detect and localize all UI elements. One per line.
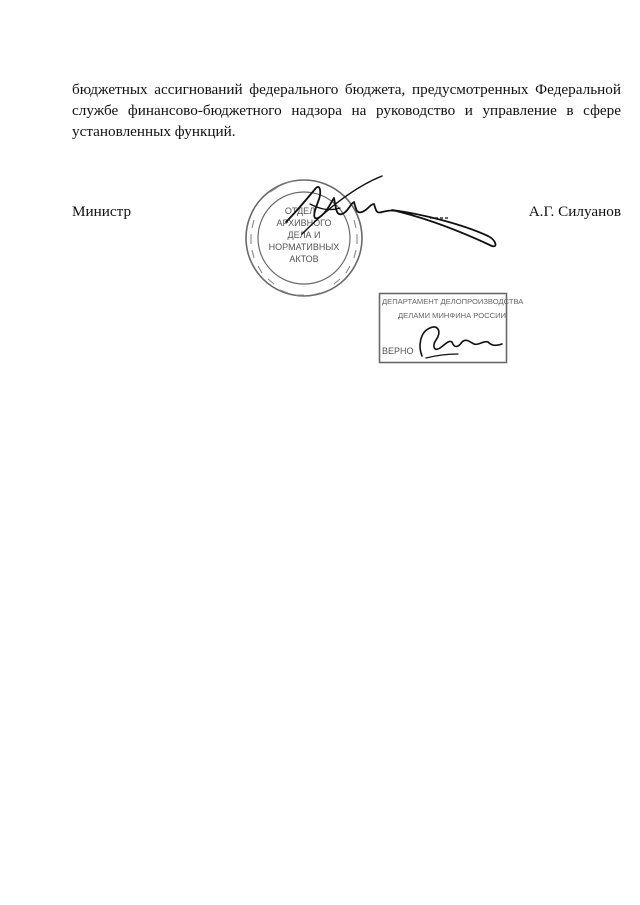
stamp-line1: ДЕПАРТАМЕНТ ДЕЛОПРОИЗВОДСТВА <box>382 297 524 306</box>
stamp-line2: ДЕЛАМИ МИНФИНА РОССИИ <box>398 311 506 320</box>
seal-text-line2: АРХИВНОГО <box>276 218 332 228</box>
seal-text-line4: НОРМАТИВНЫХ <box>268 242 340 252</box>
handwritten-signature <box>282 174 512 254</box>
stamp-verno-label: ВЕРНО <box>382 346 414 356</box>
seal-text-line3: ДЕЛА И <box>287 230 321 240</box>
rectangular-certification-stamp <box>378 292 524 364</box>
seal-text-line5: АКТОВ <box>289 254 319 264</box>
signer-title: Министр <box>72 203 132 220</box>
body-paragraph: бюджетных ассигнований федерального бюджета, предусмотренных Федеральной службе финансово-бюджетного надзора на руководство и управление в сфере установленных функций. <box>72 81 621 140</box>
stamp-signature <box>420 327 502 356</box>
signer-name: А.Г. Силуанов <box>528 203 621 220</box>
seal-text-line1: ОТДЕЛ <box>284 206 316 216</box>
